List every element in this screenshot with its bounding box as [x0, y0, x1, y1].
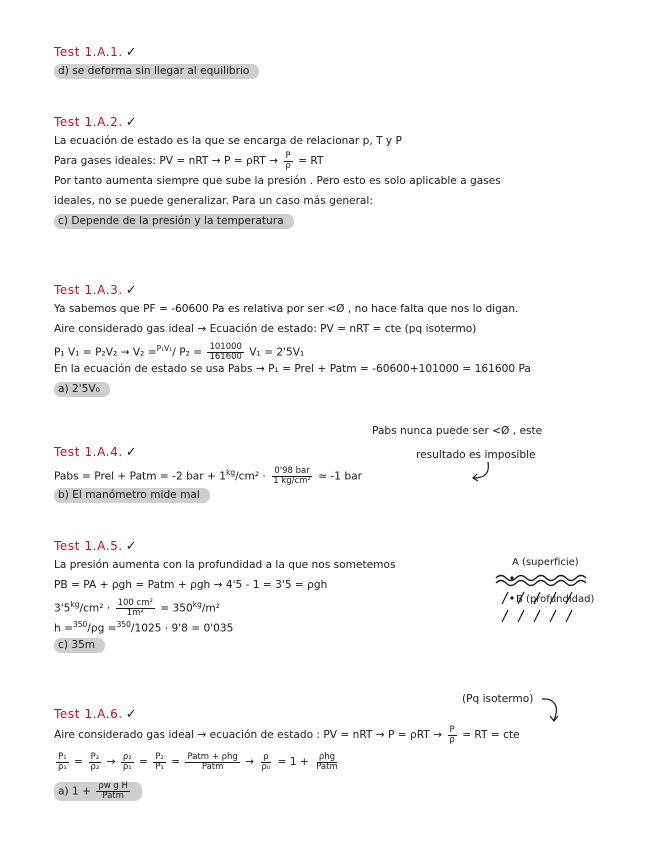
check-mark-icon: ✓: [125, 283, 138, 298]
heading-test-1a3: Test 1.A.3. ✓: [54, 283, 138, 298]
text-line: La presión aumenta con la profundidad a la que nos sometemos: [54, 559, 396, 571]
text-line: La ecuación de estado es la que se encarga de relacionar p, T y P: [54, 135, 402, 147]
formula-line: Aire considerado gas ideal → ecuación de estado : PV = nRT → P = ρRT → $\frac{P}{\rho}$ = RT = cte: [54, 724, 520, 745]
heading-test-1a4: Test 1.A.4. ✓: [54, 445, 138, 460]
note-pabs-line2: resultado es imposible: [416, 449, 536, 461]
answer-test-1a3: a) 2'5V₀: [54, 379, 614, 399]
formula-line: Pabs = Prel + Patm = -2 bar + $1^{kg}$/cm² · $\frac{\text{0'98 bar}}{\text{1 kg/cm²}}$ ≃ -1 bar: [54, 466, 362, 487]
answer-test-1a2: c) Depende de la presión y la temperatura: [54, 211, 614, 231]
formula-line: h =$^{350}$/ρg =$^{350}$/1025 · 9'8 = 0'035: [54, 620, 234, 635]
section-test-1a3: [54, 282, 614, 399]
text-line: Aire considerado gas ideal → Ecuación de estado: PV = nRT = cte (pq isotermo): [54, 323, 477, 335]
check-mark-icon: ✓: [125, 445, 138, 460]
formula-line: $3'5^{kg}$/cm² · $\frac{\text{100 cm²}}{\text{1m²}}$ = $350^{kg}/m^2$: [54, 598, 220, 619]
section-test-1a4: [54, 444, 614, 505]
formula-line: PB = PA + ρgh = Patm + ρgh → 4'5 - 1 = 3'5 = ρgh: [54, 579, 328, 591]
note-pabs-line1: Pabs nunca puede ser <Ø , este: [372, 425, 543, 437]
text-line: ideales, no se puede generalizar. Para un caso más general:: [54, 195, 373, 207]
check-mark-icon: ✓: [125, 539, 138, 554]
section-test-1a2: [54, 114, 614, 231]
formula-line: P₁ V₁ = P₂V₂ → V₂ =$^{P_1V_1}$/ P₂ = $\frac{101000}{161600}$ V₁ = 2'5V₁: [54, 342, 305, 363]
answer-test-1a6: a) 1 + $\frac{\text{ρw g H}}{\text{Patm}}$: [54, 777, 614, 805]
section-test-1a6: [54, 706, 614, 805]
text-line: Por tanto aumenta siempre que sube la presión . Pero esto es solo aplicable a gases: [54, 175, 501, 187]
check-mark-icon: ✓: [125, 707, 138, 722]
text-line: Ya sabemos que PF = -60600 Pa es relativa por ser <Ø , no hace falta que nos lo digan.: [54, 303, 519, 315]
heading-test-1a2: Test 1.A.2. ✓: [54, 115, 138, 130]
heading-test-1a6: Test 1.A.6. ✓: [54, 707, 138, 722]
text-line: En la ecuación de estado se usa Pabs → P₁ = Prel + Patm = -60600+101000 = 161600 Pa: [54, 363, 531, 375]
answer-test-1a1: d) se deforma sin llegar al equilibrio: [54, 61, 614, 81]
diagram-label-surface: A (superficie): [512, 557, 579, 568]
section-test-1a1: [54, 44, 614, 81]
heading-test-1a5: Test 1.A.5. ✓: [54, 539, 138, 554]
formula-line: Para gases ideales: PV = nRT → P = ρRT → $\frac{P}{\rho}$ = RT: [54, 150, 324, 171]
check-mark-icon: ✓: [125, 45, 138, 60]
check-mark-icon: ✓: [125, 115, 138, 130]
answer-test-1a5: c) 35m: [54, 635, 614, 655]
diagram-label-depth: B (profundidad): [516, 594, 595, 605]
note-isotermo: (Pq isotermo): [462, 693, 534, 705]
answer-test-1a4: b) El manómetro mide mal: [54, 485, 614, 505]
heading-test-1a1: Test 1.A.1. ✓: [54, 45, 138, 60]
formula-line: $\frac{\text{P₁}}{\text{ρ₁}}$ = $\frac{\text{P₂}}{\text{ρ₂}}$ → $\frac{\text{ρ₂}}{\text{ρ₁}}$ = $\frac{\text{P₂}}{\text{P₁}}$ = $\frac{\text{Patm + ρhg}}{\text{Patm}}$ → $\frac{\rho}{\text{ρ₀}}$ = 1 + $\frac{\text{ρhg}}{\text{Patm}}$: [58, 751, 338, 772]
